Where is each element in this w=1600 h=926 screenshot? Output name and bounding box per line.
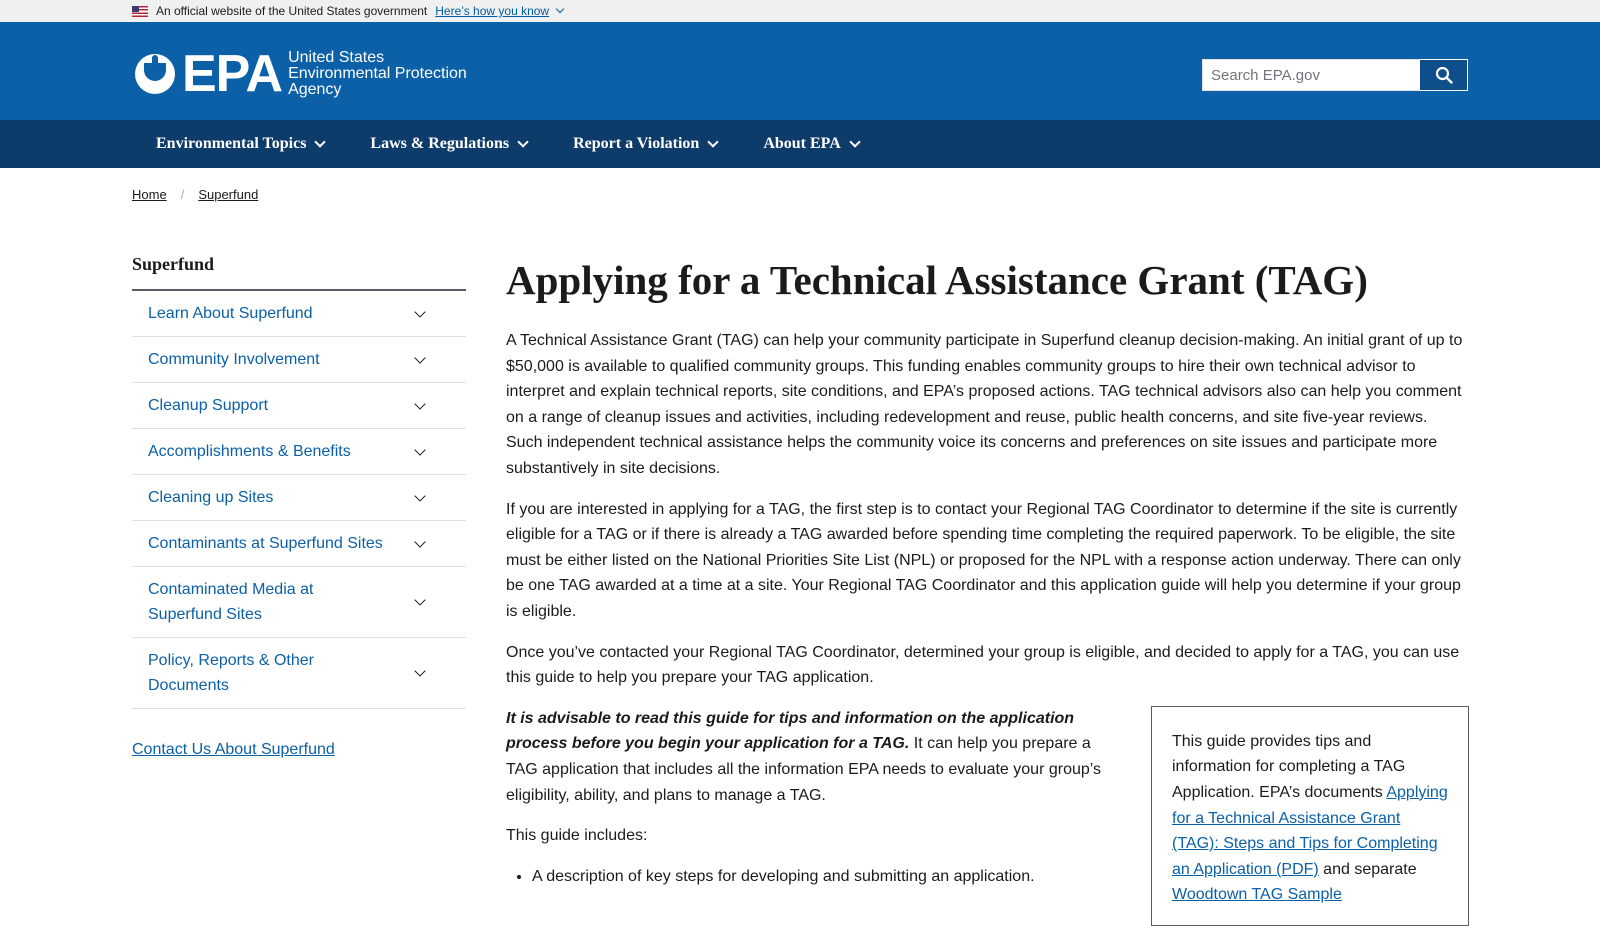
gov-banner-text: An official website of the United States government — [156, 4, 428, 18]
chevron-down-icon[interactable] — [414, 444, 425, 455]
agency-name-line3: Agency — [288, 81, 342, 98]
breadcrumb — [132, 187, 258, 202]
heres-how-you-know-label: Here’s how you know — [435, 4, 550, 18]
chevron-down-icon[interactable] — [414, 536, 425, 547]
heres-how-you-know-link[interactable] — [435, 4, 563, 18]
applying-tag-pdf-link[interactable]: Applying for a Technical Assistance Grant (TAG): Steps and Tips for Completing an Application (PDF) — [1172, 783, 1448, 878]
sidebar-item-label: Learn About Superfund — [148, 305, 313, 322]
guide-includes: This guide includes: — [506, 827, 648, 845]
sidebar-item-label: Cleanup Support — [148, 397, 269, 414]
chevron-down-icon[interactable] — [414, 594, 425, 605]
woodtown-sample-link[interactable]: Woodtown TAG Sample — [1172, 886, 1342, 904]
search-input[interactable] — [1202, 59, 1420, 91]
agency-name-line1: United States — [288, 49, 385, 66]
sidebar-item-contaminants[interactable] — [132, 521, 466, 567]
sidebar-item-cleaning-up-sites[interactable] — [132, 475, 466, 521]
sidebar-item-label: Contaminants at Superfund Sites — [148, 535, 383, 552]
box-text1: This guide provides tips and information for completing a TAG Application. EPA’s documents — [1172, 732, 1406, 801]
search-button[interactable] — [1420, 59, 1468, 91]
sidebar-item-policy-reports[interactable] — [132, 638, 466, 709]
nav-label: Report a Violation — [573, 135, 700, 152]
nav-label: Environmental Topics — [156, 135, 307, 152]
guide-list — [532, 864, 1106, 890]
nav-report-violation[interactable] — [573, 135, 717, 153]
sidebar-title: Superfund — [132, 254, 466, 291]
chevron-down-icon[interactable] — [414, 665, 425, 676]
eligibility-paragraph: If you are interested in applying for a TAG, the first step is to contact your Regional TAG Coordinator to determine if the site is currently eligible for a TAG or if there is already a TAG awarded before spending time completing the required paperwork. To be eligible, the site must be either listed on the National Priorities Site List (NPL) or proposed for the NPL with a response action underway. There can only be one TAG awarded at a time at a site. Your Regional TAG Coordinator and this application guide will help you determine if your group is eligible. — [506, 500, 1461, 620]
next-step-paragraph: Once you’ve contacted your Regional TAG Coordinator, determined your group is eligible, and decided to apply for a TAG, you can use this guide to help you prepare your TAG application. — [506, 643, 1460, 687]
nav-laws-regulations[interactable] — [370, 135, 527, 153]
search-icon — [1435, 66, 1453, 84]
advisory-rest: It can help you prepare a TAG application that includes all the information EPA needs to evaluate your group’s eligibility, ability, and plans to manage a TAG. — [506, 735, 1102, 804]
gov-banner — [0, 0, 1600, 22]
agency-name-line2: Environmental Protection — [288, 65, 467, 82]
breadcrumb-home[interactable]: Home — [132, 187, 167, 202]
nav-label: About EPA — [763, 135, 841, 152]
guide-section — [506, 706, 1468, 904]
logo-letters: EPA — [182, 45, 283, 103]
chevron-down-icon — [556, 5, 564, 13]
nav-label: Laws & Regulations — [370, 135, 510, 152]
sidebar-item-label: Community Involvement — [148, 351, 320, 368]
sidebar-nav — [132, 254, 466, 759]
breadcrumb-superfund[interactable]: Superfund — [198, 187, 259, 202]
sidebar-item-learn-about-superfund[interactable] — [132, 291, 466, 337]
chevron-down-icon[interactable] — [414, 306, 425, 317]
agency-name — [288, 50, 467, 98]
list-item: • A description of key steps for developing and submitting an application. — [532, 864, 1106, 890]
breadcrumb-separator: / — [180, 187, 185, 202]
epa-logo[interactable] — [132, 45, 467, 103]
sidebar-item-cleanup-support[interactable] — [132, 383, 466, 429]
chevron-down-icon — [708, 136, 719, 147]
chevron-down-icon[interactable] — [414, 398, 425, 409]
chevron-down-icon — [517, 136, 528, 147]
sidebar-item-label: Accomplishments & Benefits — [148, 443, 351, 460]
epa-flower-icon — [132, 51, 178, 97]
sidebar-item-label: Policy, Reports & Other Documents — [148, 652, 314, 694]
sidebar-item-label: Contaminated Media at Superfund Sites — [148, 581, 314, 623]
nav-environmental-topics[interactable] — [156, 135, 324, 153]
intro-paragraph: A Technical Assistance Grant (TAG) can help your community participate in Superfund cleanup decision-making. An initial grant of up to $50,000 is available to qualified community groups. This funding enables community groups to hire their own technical advisor to interpret and explain technical reports, site conditions, and EPA’s proposed actions. TAG technical advisors also can help you comment on a range of cleanup issues and activities, including redevelopment and reuse, public health concerns, and site five-year reviews. Such independent technical assistance helps the community voice its concerns and preferences on site issues and participate more substantively in site decisions. — [506, 332, 1463, 477]
chevron-down-icon — [315, 136, 326, 147]
sidebar-item-community-involvement[interactable] — [132, 337, 466, 383]
nav-about-epa[interactable] — [763, 135, 859, 153]
box-text2: and separate — [1318, 860, 1417, 878]
us-flag-icon — [132, 6, 148, 17]
info-box — [1151, 706, 1469, 926]
main-nav — [0, 120, 1600, 168]
chevron-down-icon — [849, 136, 860, 147]
sidebar-item-accomplishments-benefits[interactable] — [132, 429, 466, 475]
advisory-paragraph — [506, 706, 1106, 808]
site-header — [0, 22, 1600, 120]
search-form — [1202, 59, 1468, 91]
chevron-down-icon[interactable] — [414, 352, 425, 363]
chevron-down-icon[interactable] — [414, 490, 425, 501]
contact-us-link[interactable]: Contact Us About Superfund — [132, 741, 335, 758]
sidebar-item-contaminated-media[interactable] — [132, 567, 466, 638]
sidebar-item-label: Cleaning up Sites — [148, 489, 274, 506]
advisory-bold: It is advisable to read this guide for tips and information on the application process before you begin your application for a TAG. — [506, 709, 1075, 753]
page-title: Applying for a Technical Assistance Grant (TAG) — [506, 257, 1368, 303]
main-content — [506, 254, 1468, 904]
